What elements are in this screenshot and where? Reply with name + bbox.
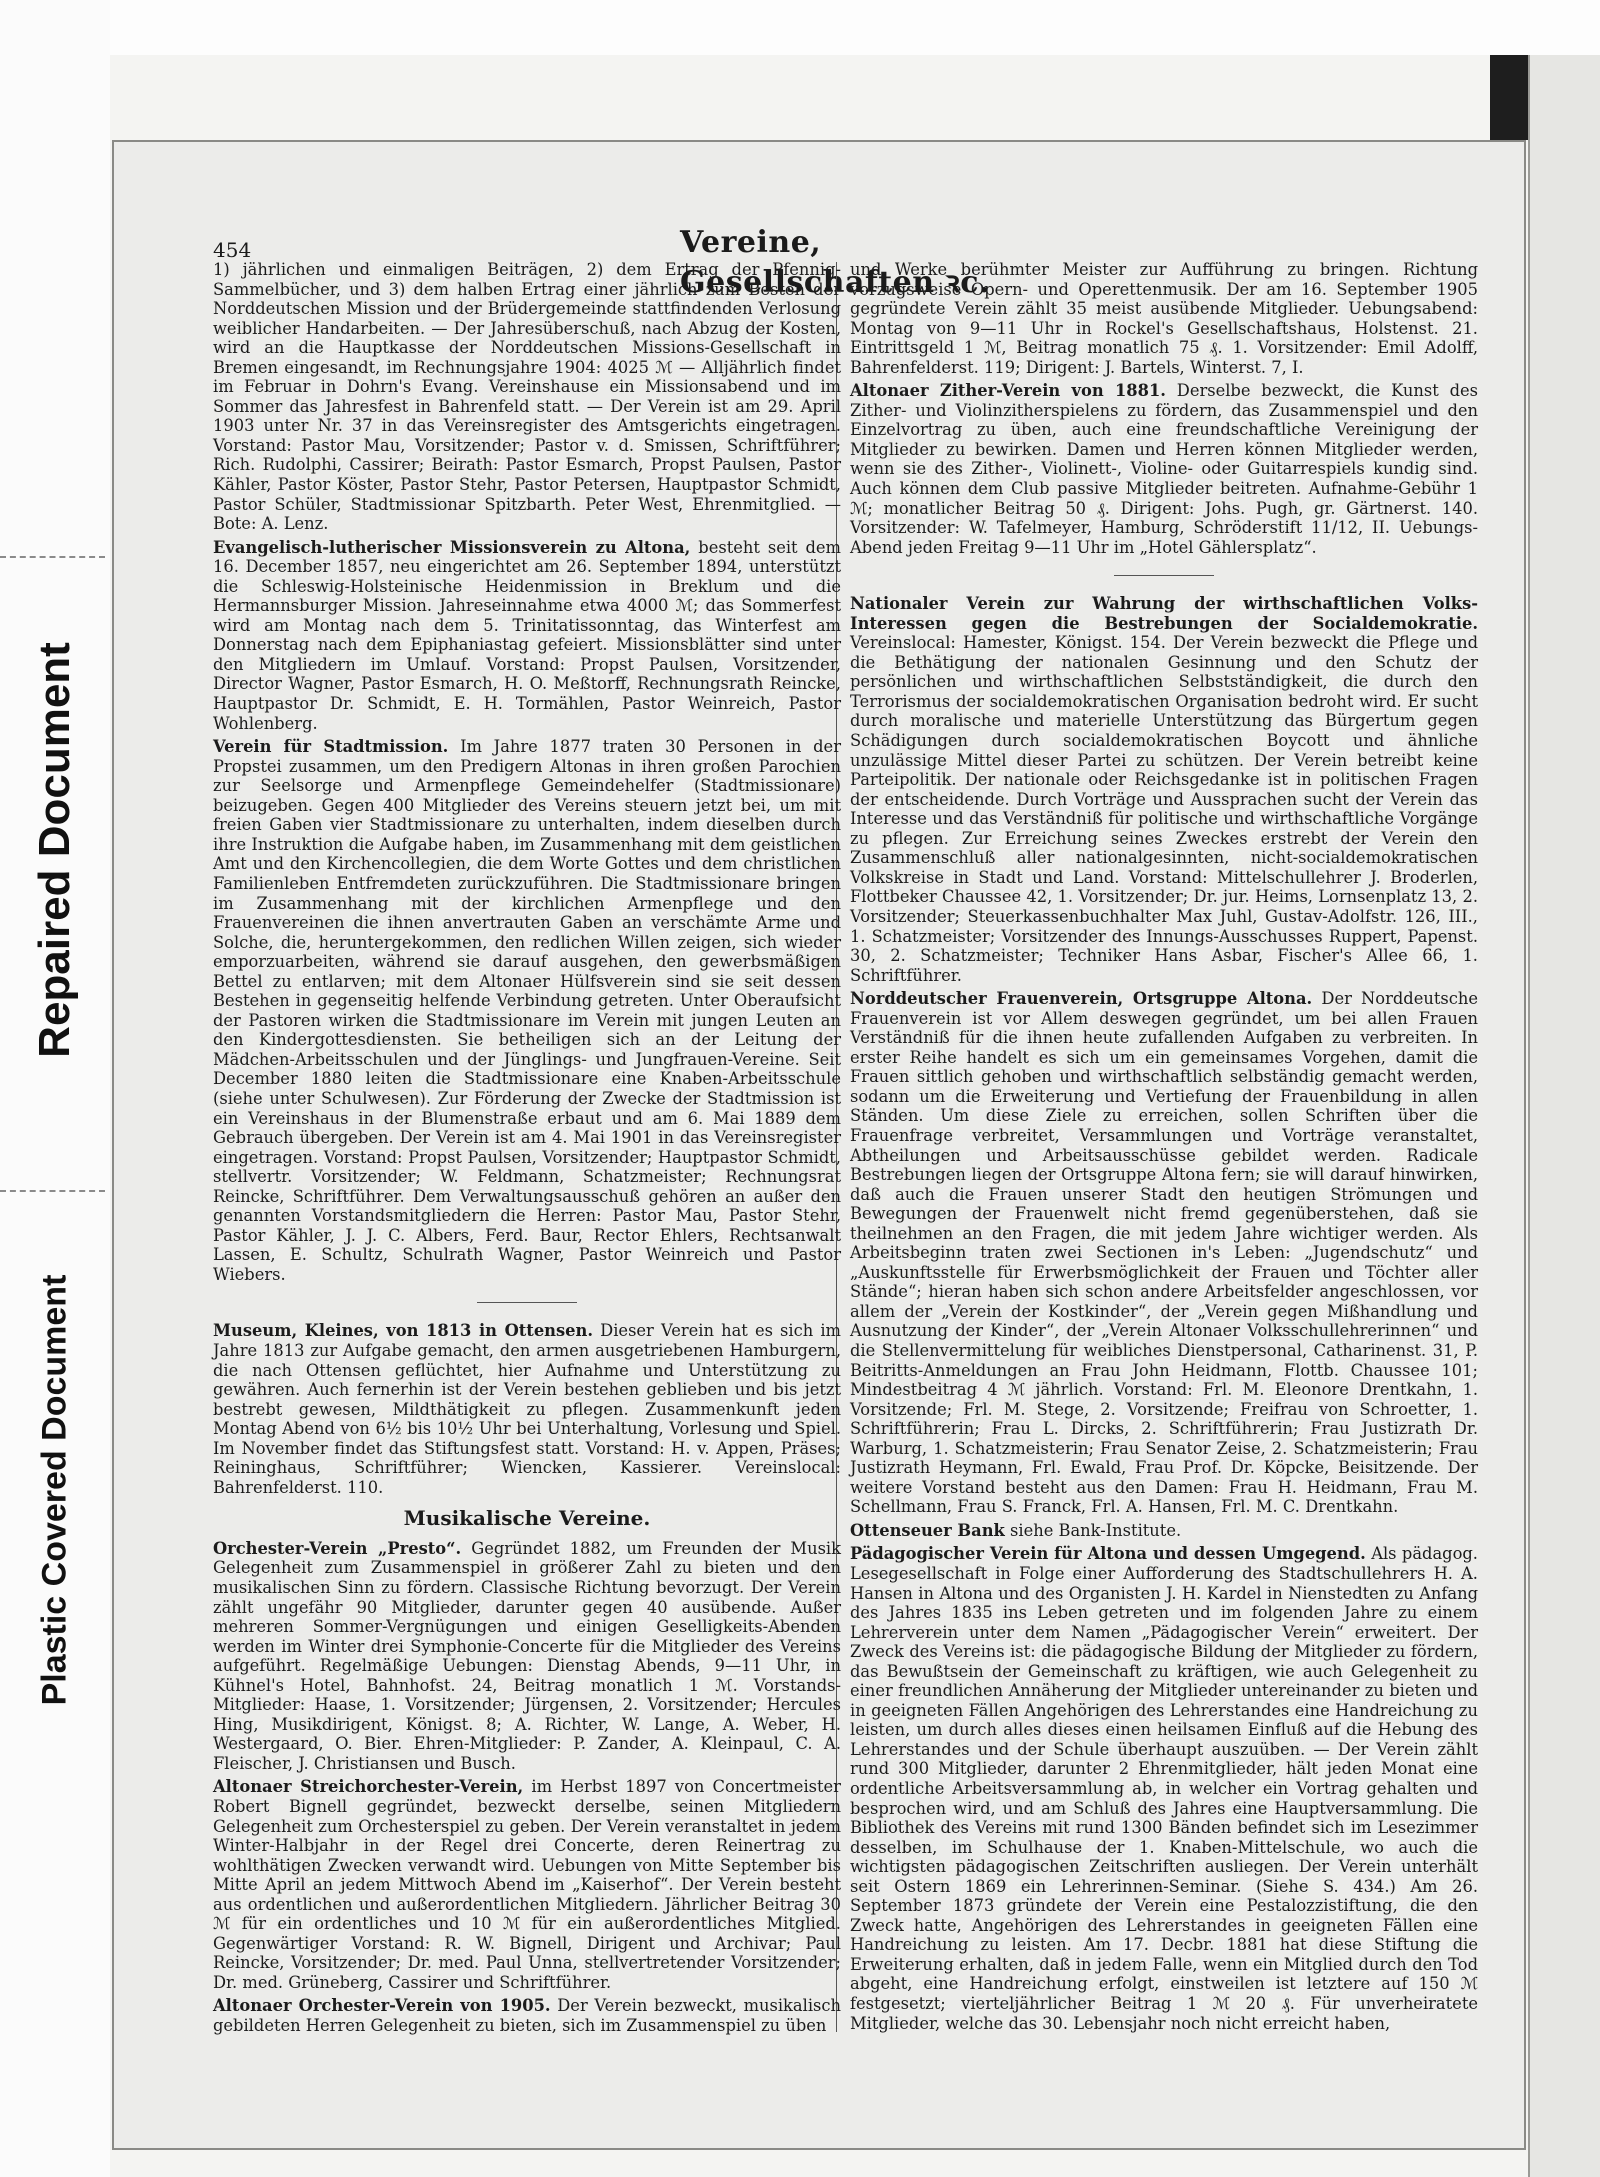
sidebar-divider-middle <box>0 1190 105 1192</box>
paragraph-presto <box>213 1539 841 1774</box>
entry-heading: Museum, Kleines, von 1813 in Ottensen. <box>213 1321 594 1341</box>
sidebar-divider-top <box>0 556 105 558</box>
plastic-covered-document-label: Plastic Covered Document <box>35 1274 74 1706</box>
paragraph-mission-continued <box>213 260 841 534</box>
paragraph-nationaler-verein <box>850 594 1478 985</box>
entry-heading: Evangelisch-lutherischer Missionsverein zu Altona, <box>213 537 691 557</box>
paragraph-text: Vereinslocal: Hamester, Königst. 154. Der Verein bezweckt die Pflege und die Bethätigung der nationalen Gesinnung und den Schutz der persönlichen und wirthschaftlichen Selbstständigkeit, die durch den Terrorismus der socialdemokratischen Organisation bedroht wird. Er sucht durch moralische und materielle Unterstützung das Bürgertum gegen Schädigungen durch socialdemokratischen Boycott und ähnliche unzulässige Mittel dieser Partei zu schützen. Der Verein betreibt keine Parteipolitik. Der nationale oder Reichsgedanke ist in politischen Fragen der entscheidende. Durch Vorträge und Aussprachen sucht der Verein das Interesse und das Verständniß für politische und wirthschaftliche Vorgänge zu pflegen. Zur Erreichung seines Zweckes erstrebt der Verein den Zusammenschluß aller nationalgesinnten, nicht-socialdemokratischen Volkskreise in Stadt und Land. Vorstand: Mittelschullehrer J. Broderlen, Flottbeker Chaussee 42, 1. Vorsitzender; Dr. jur. Heims, Lornsenplatz 13, 2. Vorsitzender; Steuerkassenbuchhalter Max Juhl, Gustav-Adolfstr. 126, III., 1. Schatzmeister; Vorsitzender des Innungs-Ausschusses Ruppert, Papenst. 30, 2. Schatzmeister; Techniker Hans Asbar, Fischer's Allee 66, 1. Schriftführer. <box>850 633 1478 985</box>
paragraph-text: und Werke berühmter Meister zur Aufführung zu bringen. Richtung vorzugsweise Opern- und Operettenmusik. Der am 16. September 1905 gegründete Verein zählt 35 meist ausübende Mitglieder. Uebungsabend: Montag von 9—11 Uhr in Rockel's Gesellschaftshaus, Holstenst. 21. Eintrittsgeld 1 ℳ, Beitrag monatlich 75 ₰. 1. Vorsitzender: Emil Adolff, Bahrenfelderst. 119; Dirigent: J. Bartels, Winterst. 7, I. <box>850 260 1478 377</box>
separator-rule <box>477 1302 577 1303</box>
entry-heading: Norddeutscher Frauenverein, Ortsgruppe Altona. <box>850 989 1313 1009</box>
paragraph-text: Als pädagog. Lesegesellschaft in Folge einer Aufforderung des Stadtschullehrers H. A. Hansen in Altona und des Organisten J. H. Kardel in Nienstedten zu Anfang des Jahres 1835 ins Leben getreten und im folgenden Jahre zu einem Lehrerverein unter dem Namen „Pädagogischer Verein“ erweitert. Der Zweck des Vereins ist: die pädagogische Bildung der Mitglieder zu fördern, das Bewußtsein der Gemeinschaft zu kräftigen, wie auch Gelegenheit zu einer freundlichen Annäherung der Mitglieder untereinander zu bieten und in geeigneten Fällen Angehörigen des Lehrerstandes eine Handreichung zu leisten, um durch alles dieses einen heilsamen Einfluß auf die Hebung des Lehrerstandes und der Schule überhaupt auszuüben. — Der Verein zählt rund 300 Mitglieder, darunter 2 Ehrenmitglieder, hält jeden Monat eine ordentliche Arbeitsversammlung ab, in welcher ein Vortrag gehalten und besprochen wird, und am Schluß des Jahres eine Hauptversammlung. Die Bibliothek des Vereins mit rund 1300 Bänden befindet sich im Lesezimmer desselben, im Schulhause der 1. Knaben-Mittelschule, wo auch die wichtigsten pädagogischen Zeitschriften ausliegen. Der Verein unterhält seit Ostern 1869 ein Lehrerinnen-Seminar. (Siehe S. 434.) Am 26. September 1873 gründete der Verein eine Pestalozzistiftung, die den Zweck hatte, Angehörigen des Lehrerstandes in geeigneten Fällen eine Handreichung zu leisten. Am 17. Decbr. 1881 hat diese Stiftung die Erweiterung erhalten, daß in jedem Falle, wenn ein Mitglied durch den Tod abgeht, eine Handreichung erfolgt, einstweilen ist letztere auf 150 ℳ festgesetzt; vierteljährlicher Beitrag 1 ℳ 20 ₰. Für unverheiratete Mitglieder, welche das 30. Lebensjahr noch nicht erreicht haben, <box>850 1544 1478 2033</box>
section-title-musikalische-vereine: Musikalische Vereine. <box>403 1506 651 1531</box>
entry-heading: Nationaler Verein zur Wahrung der wirthschaftlichen Volks-Interessen gegen die Bestrebungen der Socialdemokratie. <box>850 594 1478 633</box>
paragraph-text: Der Verein bezweckt, musikalisch gebildeten Herren Gelegenheit zu bieten, sich im Zusammenspiel zu üben <box>213 1996 841 2036</box>
left-column <box>213 260 841 2040</box>
paragraph-text: besteht seit dem 16. December 1857, neu eingerichtet am 26. September 1894, unterstützt die Schleswig-Holsteinische Heidenmission in Breklum und die Hermannsburger Mission. Jahreseinnahme etwa 4000 ℳ; das Sommerfest wird am Montag nach dem 5. Trinitatissonntag, das Winterfest am Donnerstag nach dem Epiphaniastag gefeiert. Missionsblätter sind unter den Mitgliedern im Umlauf. Vorstand: Propst Paulsen, Vorsitzender, Director Wagner, Pastor Esmarch, H. O. Meßtorff, Rechnungsrath Reincke, Hauptpastor Dr. Schmidt, E. H. Tormählen, Pastor Weinreich, Pastor Wohlenberg. <box>213 537 841 733</box>
paragraph-frauenverein <box>850 989 1478 1517</box>
paragraph-text: Der Norddeutsche Frauenverein ist vor Allem deswegen gegründet, um bei allen Frauen Verständniß für die ihnen heute zufallenden Aufgaben zu verbreiten. In erster Reihe handelt es sich um ein gemeinsames Vorgehen, damit die Frauen sittlich gehoben und wirthschaftlich selbständig gemacht werden, sodann um die Erweiterung und Vertiefung der Frauenbildung in allen Ständen. Um diese Ziele zu erreichen, sollen Schriften über die Frauenfrage verbreitet, Versammlungen und Vorträge veranstaltet, Abtheilungen und Arbeitsausschüsse gebildet werden. Radicale Bestrebungen liegen der Ortsgruppe Altona fern; sie will darauf hinwirken, daß auch die Frauen unserer Stadt den heutigen Strömungen und Bewegungen der Frauenwelt nicht fremd gegenüberstehen, daß sie theilnehmen an den Fragen, die mit jedem Jahre wichtiger werden. Als Arbeitsbeginn traten zwei Sectionen in's Leben: „Jugendschutz“ und „Auskunftsstelle für Erwerbsmöglichkeit der Frauen und Töchter aller Stände“; hieran haben sich schon andere Arbeitsfelder angeschlossen, vor allem der „Verein der Kostkinder“, der „Verein gegen Mißhandlung und Ausnutzung der Kinder“, der „Verein Altonaer Volksschullehrerinnen“ und die Stellenvermittelung für weibliches Dienstpersonal, Catharinenst. 31, P. Beitritts-Anmeldungen an Frau John Heidmann, Flottb. Chaussee 101; Mindestbeitrag 4 ℳ jährlich. Vorstand: Frl. M. Eleonore Drentkahn, 1. Vorsitzende; Frl. M. Stege, 2. Vorsitzende; Freifrau von Schroetter, 1. Schriftführerin; Frau L. Dircks, 2. Schriftführerin; Frau Justizrath Dr. Warburg, 1. Schatzmeisterin; Frau Senator Zeise, 2. Schatzmeisterin; Frau Justizrath Heymann, Frl. Ewald, Frau Prof. Dr. Köpcke, Beisitzende. Der weitere Vorstand besteht aus den Damen: Frau H. Heidmann, Frau M. Schellmann, Frau S. Franck, Frl. A. Hansen, Frl. M. C. Drentkahn. <box>850 989 1478 1517</box>
paragraph-text: Dieser Verein hat es sich im Jahre 1813 zur Aufgabe gemacht, den armen ausgetriebenen Hamburgern, die nach Ottensen geflüchtet, hier Aufnahme und Unterstützung zu gewähren. Auch fernerhin ist der Verein bestehen geblieben und bis jetzt bestrebt gewesen, Mildthätigkeit zu pflegen. Zusammenkunft jeden Montag Abend von 6½ bis 10½ Uhr bei Unterhaltung, Vorlesung und Spiel. Im November findet das Stiftungsfest statt. Vorstand: H. v. Appen, Präses; Reininghaus, Schriftführer; Wiencken, Kassierer. Vereinslocal: Bahrenfelderst. 110. <box>213 1321 841 1497</box>
separator-rule <box>1114 575 1214 576</box>
paragraph-missionsverein <box>213 538 841 733</box>
entry-heading: Altonaer Streichorchester-Verein, <box>213 1777 524 1797</box>
paragraph-zither-verein <box>850 381 1478 557</box>
paragraph-streichorchester <box>213 1777 841 1992</box>
entry-heading: Orchester-Verein „Presto“. <box>213 1538 462 1558</box>
paragraph-text: 1) jährlichen und einmaligen Beiträgen, 2) dem Ertrag der Pfennig-Sammelbücher, und 3) dem halben Ertrag einer jährlich zum Besten der Norddeutschen Mission und der Brüdergemeinde stattfindenden Verlosung weiblicher Handarbeiten. — Der Jahresüberschuß, nach Abzug der Kosten, wird an die Hauptkasse der Norddeutschen Missions-Gesellschaft in Bremen eingesandt, im Rechnungsjahre 1904: 4025 ℳ — Alljährlich findet im Februar in Dohrn's Evang. Vereinshause ein Missionsabend und im Sommer das Jahresfest in Bahrenfeld statt. — Der Verein ist am 29. April 1903 unter Nr. 37 in das Vereinsregister des Amtsgerichts eingetragen. Vorstand: Pastor Mau, Vorsitzender; Pastor v. d. Smissen, Schriftführer; Rich. Rudolphi, Cassirer; Beirath: Pastor Esmarch, Propst Paulsen, Pastor Kähler, Pastor Köster, Pastor Stehr, Pastor Petersen, Hauptpastor Schmidt, Pastor Schüler, Stadtmissionar Spitzbarth. Peter West, Ehrenmitglied. — Bote: A. Lenz. <box>213 260 841 534</box>
paragraph-orchester-1905 <box>213 1996 841 2035</box>
paragraph-orchester-1905-continued <box>850 260 1478 377</box>
paragraph-text: Gegründet 1882, um Freunden der Musik Gelegenheit zum Zusammenspiel in größerer Zahl zu bieten und den musikalischen Sinn zu fördern. Classische Richtung bevorzugt. Der Verein zählt ungefähr 90 Mitglieder, darunter gegen 40 ausübende. Außer mehreren Sommer-Vergnügungen und einigen Geselligkeits-Abenden werden im Winter drei Symphonie-Concerte für die Mitglieder des Vereins aufgeführt. Regelmäßige Uebungen: Dienstag Abends, 9—11 Uhr, in Kühnel's Hotel, Bahnhofst. 24, Beitrag monatlich 1 ℳ. Vorstands-Mitglieder: Haase, 1. Vorsitzender; Jürgensen, 2. Vorsitzender; Hercules Hing, Musikdirigent, Königst. 8; A. Richter, W. Lange, A. Weber, H. Westergaard, O. Bier. Ehren-Mitglieder: P. Zander, A. Kleinpaul, C. A. Fleischer, J. Christiansen und Busch. <box>213 1538 841 1773</box>
entry-heading: Pädagogischer Verein für Altona und dessen Umgegend. <box>850 1544 1366 1564</box>
paragraph-text: im Herbst 1897 von Concertmeister Robert Bignell gegründet, bezweckt derselbe, seinen Mitgliedern Gelegenheit zum Orchesterspiel zu geben. Der Verein veranstaltet in jedem Winter-Halbjahr in der Regel drei Concerte, deren Reinertrag zu wohlthätigen Zwecken verwandt wird. Uebungen von Mitte September bis Mitte April an jedem Mittwoch Abend im „Kaiserhof“. Der Verein besteht aus ordentlichen und außerordentlichen Mitgliedern. Jährlicher Beitrag 30 ℳ für ein ordentliches und 10 ℳ für ein außerordentliches Mitglied. Gegenwärtiger Vorstand: R. W. Bignell, Dirigent und Archivar; Paul Reincke, Vorsitzender; Dr. med. Paul Unna, stellvertretender Vorsitzender; Dr. med. Grüneberg, Cassirer und Schriftführer. <box>213 1777 841 1992</box>
scan-top-margin <box>0 0 1600 55</box>
paragraph-museum <box>213 1321 841 1497</box>
document-sidebar <box>0 0 110 2177</box>
scan-right-margin <box>1528 55 1600 2177</box>
paragraph-text: Im Jahre 1877 traten 30 Personen in der Propstei zusammen, um den Predigern Altonas in ihren großen Parochien zur Seelsorge und Armenpflege Gemeindehelfer (Stadtmissionare) beizugeben. Gegen 400 Mitglieder des Vereins steuern jetzt bei, um mit freien Gaben vier Stadtmissionare zu unterhalten, indem dieselben durch ihre Instruktion die Aufgabe haben, im Zusammenhang mit dem geistlichen Amt und den Kirchencollegien, die dem Worte Gottes und dem christlichen Familienleben Entfremdeten zurückzuführen. Die Stadtmissionare bringen im Zusammenhang mit der kirchlichen Armenpflege und den Frauenvereinen die ihnen anvertrauten Gaben an verschämte Arme und Solche, die, heruntergekommen, den redlichen Willen zeigen, sich wieder emporzuarbeiten, während sie darauf ausgehen, den gewerbsmäßigen Bettel zu entlarven; mit dem Altonaer Hülfsverein sind sie seit dessen Bestehen in gegenseitig helfende Verbindung getreten. Unter Oberaufsicht der Pastoren wirken die Stadtmissionare im Verein mit jungen Leuten an den Kindergottesdiensten. Sie betheiligen sich an der Leitung der Mädchen-Arbeitsschulen und der Jünglings- und Jungfrauen-Vereine. Seit December 1880 leiten die Stadtmissionare eine Knaben-Arbeitsschule (siehe unter Schulwesen). Zur Förderung der Zwecke der Stadtmission ist ein Vereinshaus in der Blumenstraße erbaut und am 6. Mai 1889 dem Gebrauch übergeben. Der Verein ist am 4. Mai 1901 in das Vereinsregister eingetragen. Vorstand: Propst Paulsen, Vorsitzender; Hauptpastor Schmidt, stellvertr. Vorsitzender; W. Feldmann, Schatzmeister; Rechnungsrat Reincke, Schriftführer. Dem Verwaltungsausschuß gehören an außer den genannten Vorstandsmitgliedern die Herren: Pastor Mau, Pastor Stehr, Pastor Kähler, J. J. C. Albers, Ferd. Baur, Rector Ehlers, Rechtsanwalt Lassen, E. Schultz, Schulrath Wagner, Pastor Weinreich und Pastor Wiebers. <box>213 737 841 1284</box>
paragraph-ottensener-bank <box>850 1521 1478 1541</box>
right-column <box>850 260 1478 2037</box>
paragraph-text: Derselbe bezweckt, die Kunst des Zither- und Violinzitherspielens zu fördern, das Zusammenspiel und den Einzelvortrag zu üben, auch eine freundschaftliche Vereinigung der Mitglieder zu bewirken. Damen und Herren können Mitglieder werden, wenn sie des Zither-, Violinett-, Violine- oder Guitarrespiels kundig sind. Auch können dem Club passive Mitglieder beitreten. Aufnahme-Gebühr 1 ℳ; monatlicher Beitrag 50 ₰. Dirigent: Johs. Pugh, gr. Gärtnerst. 140. Vorsitzender: W. Tafelmeyer, Hamburg, Schröderstift 11/12, II. Uebungs-Abend jeden Freitag 9—11 Uhr im „Hotel Gählersplatz“. <box>850 381 1478 557</box>
page-number: 454 <box>213 238 252 262</box>
paragraph-paedagogischer-verein <box>850 1544 1478 2033</box>
paragraph-text: siehe Bank-Institute. <box>1010 1520 1182 1540</box>
paragraph-stadtmission <box>213 737 841 1284</box>
entry-heading: Ottenseuer Bank <box>850 1520 1005 1540</box>
entry-heading: Verein für Stadtmission. <box>213 737 449 757</box>
entry-heading: Altonaer Orchester-Verein von 1905. <box>213 1996 551 2016</box>
page-title: Vereine, Gesellschaften ꝛc. <box>680 225 990 300</box>
repaired-document-label: Repaired Document <box>30 642 79 1058</box>
entry-heading: Altonaer Zither-Verein von 1881. <box>850 381 1166 401</box>
